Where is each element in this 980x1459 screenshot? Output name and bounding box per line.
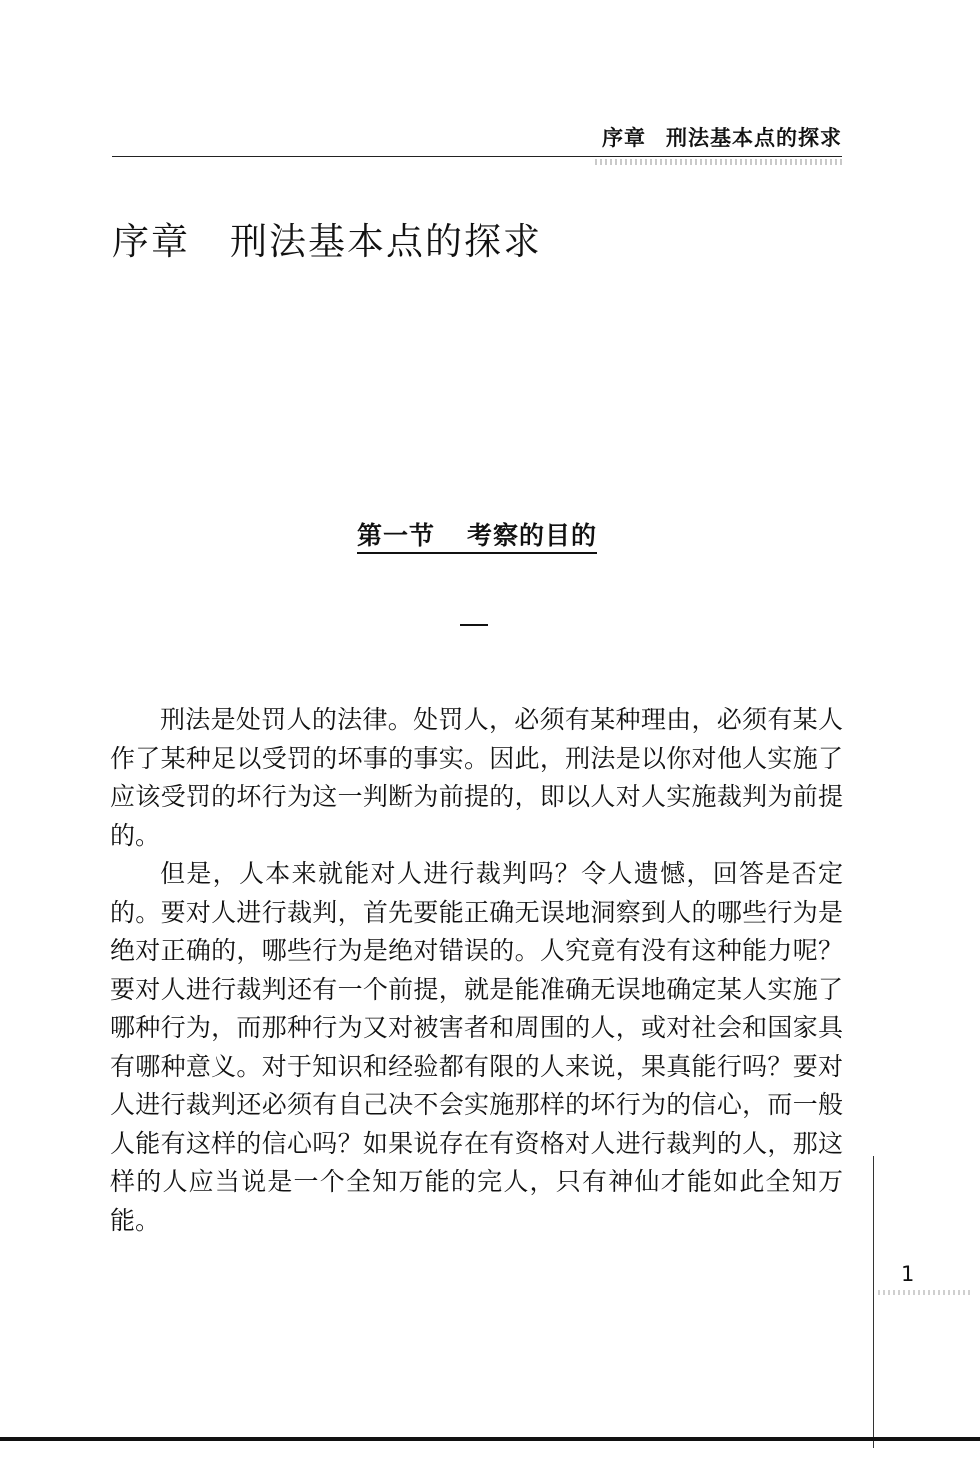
section-title <box>0 516 954 552</box>
bottom-rule <box>0 1437 980 1441</box>
paragraph-2: 但是，人本来就能对人进行裁判吗？令人遗憾，回答是否定的。要对人进行裁判，首先要能正确无误地洞察到人的哪些行为是绝对正确的，哪些行为是绝对错误的。人究竟有没有这种能力呢？要对人进行裁判还有一个前提，就是能准确无误地确定某人实施了哪种行为，而那种行为又对被害者和周围的人，或对社会和国家具有哪种意义。对于知识和经验都有限的人来说，果真能行吗？要对人进行裁判还必须有自己决不会实施那样的坏行为的信心，而一般人能有这样的信心吗？如果说存在有资格对人进行裁判的人，那这样的人应当说是一个全知万能的完人，只有神仙才能如此全知万能。 <box>110 859 843 1235</box>
page-number-dotted-band <box>878 1290 970 1295</box>
chapter-name: 刑法基本点的探求 <box>230 219 542 263</box>
chapter-title <box>112 211 542 265</box>
running-header <box>602 122 842 152</box>
subsection-number-one <box>460 624 488 626</box>
section-number: 第一节 <box>356 521 435 550</box>
paragraph-1: 刑法是处罚人的法律。处罚人，必须有某种理由，必须有某人作了某种足以受罚的坏事的事实。因此，刑法是以你对他人实施了应该受罚的坏行为这一判断为前提的，即以人对人实施裁判为前提的。 <box>110 705 843 850</box>
running-header-title: 刑法基本点的探求 <box>666 125 842 150</box>
margin-rule <box>873 1156 874 1448</box>
section-name: 考察的目的 <box>467 521 598 550</box>
header-dotted-band <box>595 159 842 165</box>
running-header-chapter: 序章 <box>602 125 646 150</box>
header-rule <box>112 156 842 157</box>
body-text <box>110 701 843 1240</box>
chapter-label: 序章 <box>112 219 190 263</box>
page-number: 1 <box>901 1262 915 1286</box>
